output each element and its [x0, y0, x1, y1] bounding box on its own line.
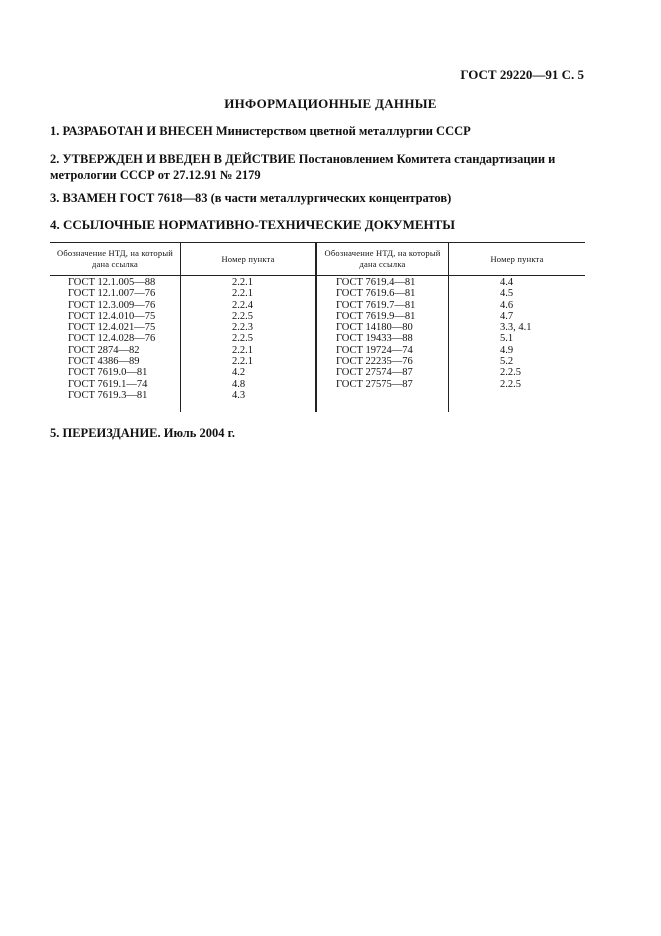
- info-item-4: [50, 217, 590, 233]
- header-ntd-left: Обозначение НТД, на который дана ссылка: [57, 248, 173, 269]
- table-cell-doc: ГОСТ 12.4.028—76: [68, 333, 156, 345]
- item-heading: УТВЕРЖДЕН И ВВЕДЕН В ДЕЙСТВИЕ: [62, 152, 296, 166]
- item-heading: ПЕРЕИЗДАНИЕ.: [62, 426, 161, 440]
- item-text: (в части металлургических концентратов): [210, 191, 452, 205]
- item-number: 2.: [50, 152, 60, 166]
- table-cell-doc: ГОСТ 12.4.010—75: [68, 310, 156, 322]
- item-number: 1.: [50, 124, 60, 138]
- table-cell-point: 5.1: [500, 333, 514, 345]
- table-cell-point: 5.2: [500, 356, 514, 368]
- table-cell-doc: ГОСТ 12.1.007—76: [68, 288, 156, 300]
- item-text: Постановлением Комитета стандартизации и метрологии СССР от 27.12.91 № 2179: [50, 152, 556, 182]
- table-column-divider: [448, 242, 449, 412]
- table-cell-point: 4.5: [500, 288, 514, 300]
- table-cell-point: 2.2.1: [232, 277, 253, 288]
- table-column-divider: [180, 242, 181, 412]
- table-cell-doc: ГОСТ 7619.6—81: [336, 288, 416, 300]
- table-cell-point: 4.8: [232, 378, 246, 390]
- table-cell-doc: ГОСТ 27574—87: [336, 367, 413, 379]
- table-top-rule: [50, 242, 585, 243]
- table-cell-doc: ГОСТ 7619.0—81: [68, 367, 148, 379]
- table-cell-doc: ГОСТ 7619.9—81: [336, 310, 416, 322]
- table-cell-doc: ГОСТ 7619.7—81: [336, 299, 416, 311]
- table-cell-point: 4.6: [500, 299, 514, 311]
- right-docs-column: [336, 277, 415, 390]
- item-heading: ВЗАМЕН ГОСТ 7618—83: [62, 191, 208, 205]
- table-cell-doc: ГОСТ 27575—87: [336, 378, 413, 390]
- info-item-1: [50, 123, 590, 139]
- item-text: Июль 2004 г.: [163, 426, 235, 440]
- header-point-left: Номер пункта: [221, 254, 275, 264]
- reference-documents-table: [50, 242, 585, 412]
- table-cell-doc: ГОСТ 7619.4—81: [336, 277, 416, 288]
- table-cell-point: 2.2.5: [232, 333, 253, 345]
- info-item-5: [50, 425, 590, 441]
- item-text: Министерством цветной металлургии СССР: [215, 124, 471, 138]
- table-cell-point: 2.2.3: [232, 322, 253, 334]
- table-cell-doc: ГОСТ 19433—88: [336, 333, 413, 345]
- item-heading: РАЗРАБОТАН И ВНЕСЕН: [62, 124, 213, 138]
- table-cell-point: 3.3, 4.1: [500, 322, 532, 334]
- right-points-column: [500, 277, 532, 390]
- table-cell-point: 2.2.1: [232, 356, 253, 368]
- table-cell-point: 4.7: [500, 310, 514, 322]
- left-docs-column: [68, 277, 155, 401]
- table-cell-doc: ГОСТ 2874—82: [68, 344, 140, 356]
- info-item-3: [50, 190, 590, 206]
- item-number: 4.: [50, 217, 60, 232]
- info-item-2: [50, 151, 590, 183]
- table-header-rule: [50, 275, 585, 276]
- table-cell-doc: ГОСТ 19724—74: [336, 344, 413, 356]
- table-cell-point: 4.2: [232, 367, 246, 379]
- item-heading: ССЫЛОЧНЫЕ НОРМАТИВНО-ТЕХНИЧЕСКИЕ ДОКУМЕНТЫ: [63, 217, 456, 232]
- item-number: 5.: [50, 426, 60, 440]
- table-cell-doc: ГОСТ 4386—89: [68, 356, 140, 368]
- table-cell-point: 4.3: [232, 389, 246, 401]
- header-point-right: Номер пункта: [490, 254, 544, 264]
- left-points-column: [232, 277, 253, 401]
- table-cell-point: 4.4: [500, 277, 514, 288]
- table-cell-point: 4.9: [500, 344, 514, 356]
- table-cell-point: 2.2.5: [232, 310, 253, 322]
- item-number: 3.: [50, 191, 60, 205]
- table-cell-doc: ГОСТ 14180—80: [336, 322, 413, 334]
- table-cell-point: 2.2.5: [500, 378, 521, 390]
- table-cell-point: 2.2.5: [500, 367, 521, 379]
- table-cell-point: 2.2.4: [232, 299, 253, 311]
- page-title: ИНФОРМАЦИОННЫЕ ДАННЫЕ: [224, 96, 437, 111]
- table-cell-doc: ГОСТ 12.3.009—76: [68, 299, 156, 311]
- table-cell-doc: ГОСТ 22235—76: [336, 356, 413, 368]
- header-ntd-right: Обозначение НТД, на который дана ссылка: [324, 248, 441, 269]
- table-cell-doc: ГОСТ 7619.1—74: [68, 378, 148, 390]
- table-cell-doc: ГОСТ 12.1.005—88: [68, 277, 156, 288]
- table-cell-point: 2.2.1: [232, 288, 253, 300]
- page-header-code: ГОСТ 29220—91 С. 5: [460, 67, 584, 82]
- table-cell-doc: ГОСТ 7619.3—81: [68, 389, 148, 401]
- table-cell-doc: ГОСТ 12.4.021—75: [68, 322, 156, 334]
- table-cell-point: 2.2.1: [232, 344, 253, 356]
